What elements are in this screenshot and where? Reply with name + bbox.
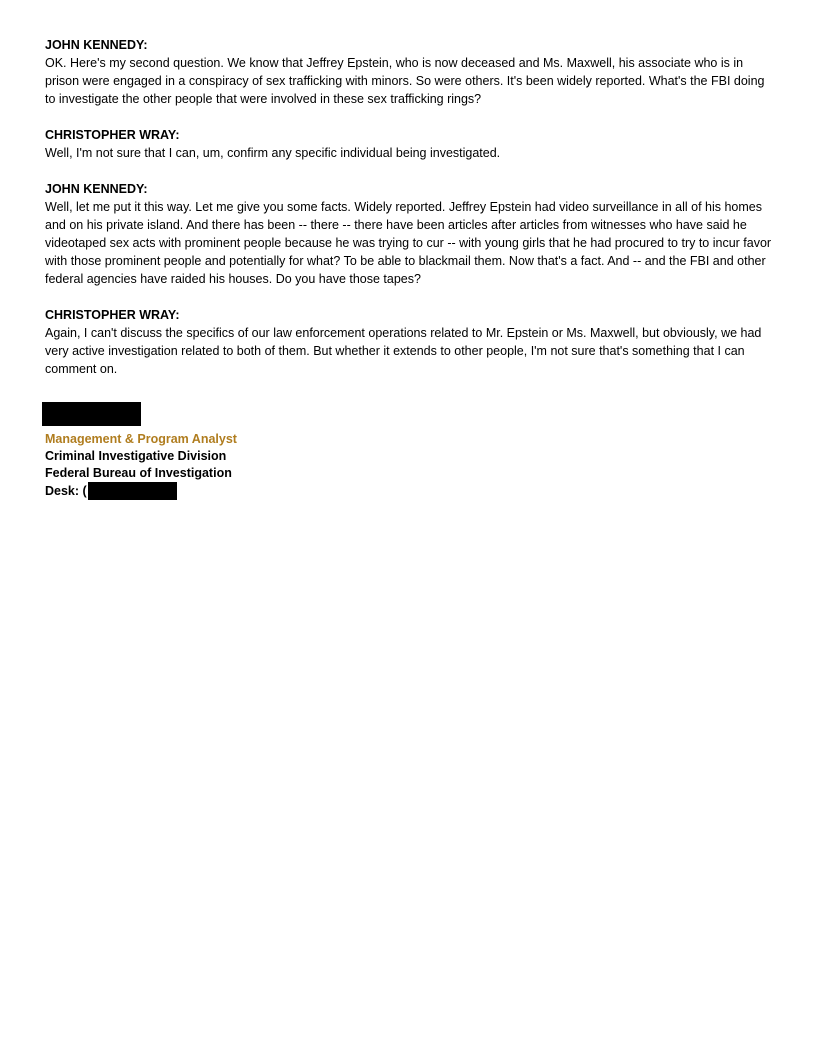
speaker-name: CHRISTOPHER WRAY:: [45, 308, 180, 322]
transcript-entry: [45, 126, 775, 162]
signature-organization: Federal Bureau of Investigation: [45, 466, 232, 480]
speaker-statement: Again, I can't discuss the specifics of our law enforcement operations related to Mr. Epstein or Ms. Maxwell, but obviously, we had very active investigation related to both of them. But whether it extends to other people, I'm not sure that's something that I can comment on.: [45, 326, 762, 376]
desk-label: Desk: (: [45, 483, 87, 498]
transcript-entry: [45, 306, 775, 378]
redacted-name: [42, 402, 141, 426]
signature-desk-row: [45, 482, 775, 500]
speaker-statement: OK. Here's my second question. We know that Jeffrey Epstein, who is now deceased and Ms. Maxwell, his associate who is in prison were engaged in a conspiracy of sex trafficking with minors. So were others. It's been widely reported. What's the FBI doing to investigate the other people that were involved in these sex trafficking rings?: [45, 56, 765, 106]
speaker-name: JOHN KENNEDY:: [45, 38, 148, 52]
document-page: [45, 36, 775, 500]
redacted-phone-number: [88, 482, 177, 500]
speaker-name: CHRISTOPHER WRAY:: [45, 128, 180, 142]
speaker-name: JOHN KENNEDY:: [45, 182, 148, 196]
speaker-statement: Well, I'm not sure that I can, um, confirm any specific individual being investigated.: [45, 146, 501, 160]
signature-title: Management & Program Analyst: [45, 432, 237, 446]
transcript-entry: [45, 36, 775, 108]
email-signature: [45, 402, 775, 500]
speaker-statement: Well, let me put it this way. Let me give you some facts. Widely reported. Jeffrey Epstein had video surveillance in all of his homes and on his private island. And there has been -- there -- there have been articles after articles from witnesses who have said he videotaped sex acts with prominent people because he was trying to cur -- with young girls that he had procured to try to incur favor with those prominent people and potentially for what? To be able to blackmail them. Now that's a fact. And -- and the FBI and other federal agencies have raided his houses. Do you have those tapes?: [45, 200, 772, 286]
signature-division: Criminal Investigative Division: [45, 449, 227, 463]
transcript-entry: [45, 180, 775, 288]
